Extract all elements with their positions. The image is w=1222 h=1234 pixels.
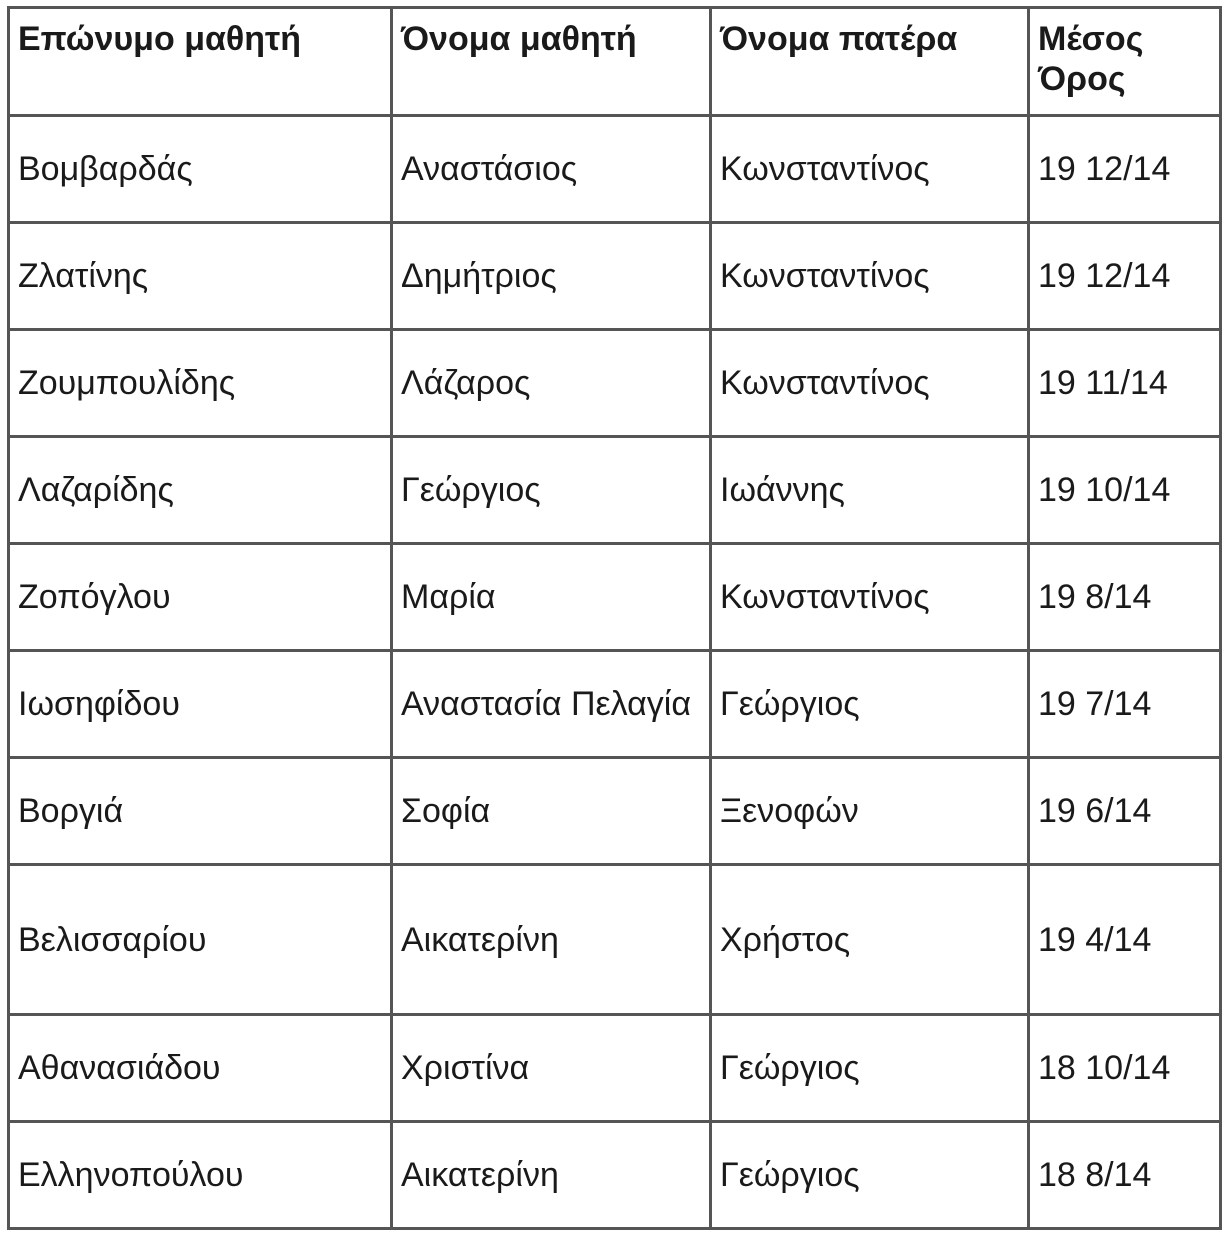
cell-average: 19 11/14 (1029, 330, 1221, 437)
cell-name: Γεώργιος (392, 437, 711, 544)
cell-surname: Βελισσαρίου (9, 865, 392, 1015)
cell-name: Αικατερίνη (392, 865, 711, 1015)
cell-surname: Ζλατίνης (9, 223, 392, 330)
cell-surname: Αθανασιάδου (9, 1015, 392, 1122)
cell-average: 18 8/14 (1029, 1122, 1221, 1229)
table-row (9, 330, 1221, 437)
table-row (9, 865, 1221, 1015)
table-row (9, 1015, 1221, 1122)
cell-father-name: Χρήστος (711, 865, 1029, 1015)
cell-surname: Ιωσηφίδου (9, 651, 392, 758)
cell-average: 19 6/14 (1029, 758, 1221, 865)
header-name: Όνομα μαθητή (392, 8, 711, 116)
grades-table (7, 6, 1222, 1230)
cell-surname: Λαζαρίδης (9, 437, 392, 544)
grades-table-container (7, 6, 1222, 1230)
table-row (9, 758, 1221, 865)
cell-father-name: Γεώργιος (711, 1015, 1029, 1122)
cell-surname: Ζουμπουλίδης (9, 330, 392, 437)
table-row (9, 437, 1221, 544)
table-row (9, 544, 1221, 651)
cell-surname: Βοργιά (9, 758, 392, 865)
cell-father-name: Κωνσταντίνος (711, 223, 1029, 330)
cell-name: Αναστασία Πελαγία (392, 651, 711, 758)
table-row (9, 116, 1221, 223)
cell-father-name: Κωνσταντίνος (711, 544, 1029, 651)
cell-name: Αικατερίνη (392, 1122, 711, 1229)
cell-name: Χριστίνα (392, 1015, 711, 1122)
cell-average: 19 7/14 (1029, 651, 1221, 758)
cell-name: Αναστάσιος (392, 116, 711, 223)
header-surname: Επώνυμο μαθητή (9, 8, 392, 116)
header-average: Μέσος Όρος (1029, 8, 1221, 116)
cell-average: 19 12/14 (1029, 223, 1221, 330)
cell-father-name: Γεώργιος (711, 651, 1029, 758)
header-father-name: Όνομα πατέρα (711, 8, 1029, 116)
cell-name: Μαρία (392, 544, 711, 651)
table-header-row (9, 8, 1221, 116)
cell-average: 18 10/14 (1029, 1015, 1221, 1122)
cell-average: 19 12/14 (1029, 116, 1221, 223)
table-row (9, 223, 1221, 330)
cell-father-name: Ιωάννης (711, 437, 1029, 544)
cell-father-name: Ξενοφών (711, 758, 1029, 865)
cell-surname: Ζοπόγλου (9, 544, 392, 651)
cell-father-name: Κωνσταντίνος (711, 116, 1029, 223)
table-row (9, 1122, 1221, 1229)
cell-surname: Βομβαρδάς (9, 116, 392, 223)
cell-father-name: Κωνσταντίνος (711, 330, 1029, 437)
table-row (9, 651, 1221, 758)
cell-name: Δημήτριος (392, 223, 711, 330)
cell-average: 19 4/14 (1029, 865, 1221, 1015)
cell-name: Σοφία (392, 758, 711, 865)
cell-average: 19 10/14 (1029, 437, 1221, 544)
cell-name: Λάζαρος (392, 330, 711, 437)
cell-father-name: Γεώργιος (711, 1122, 1029, 1229)
cell-average: 19 8/14 (1029, 544, 1221, 651)
cell-surname: Ελληνοπούλου (9, 1122, 392, 1229)
